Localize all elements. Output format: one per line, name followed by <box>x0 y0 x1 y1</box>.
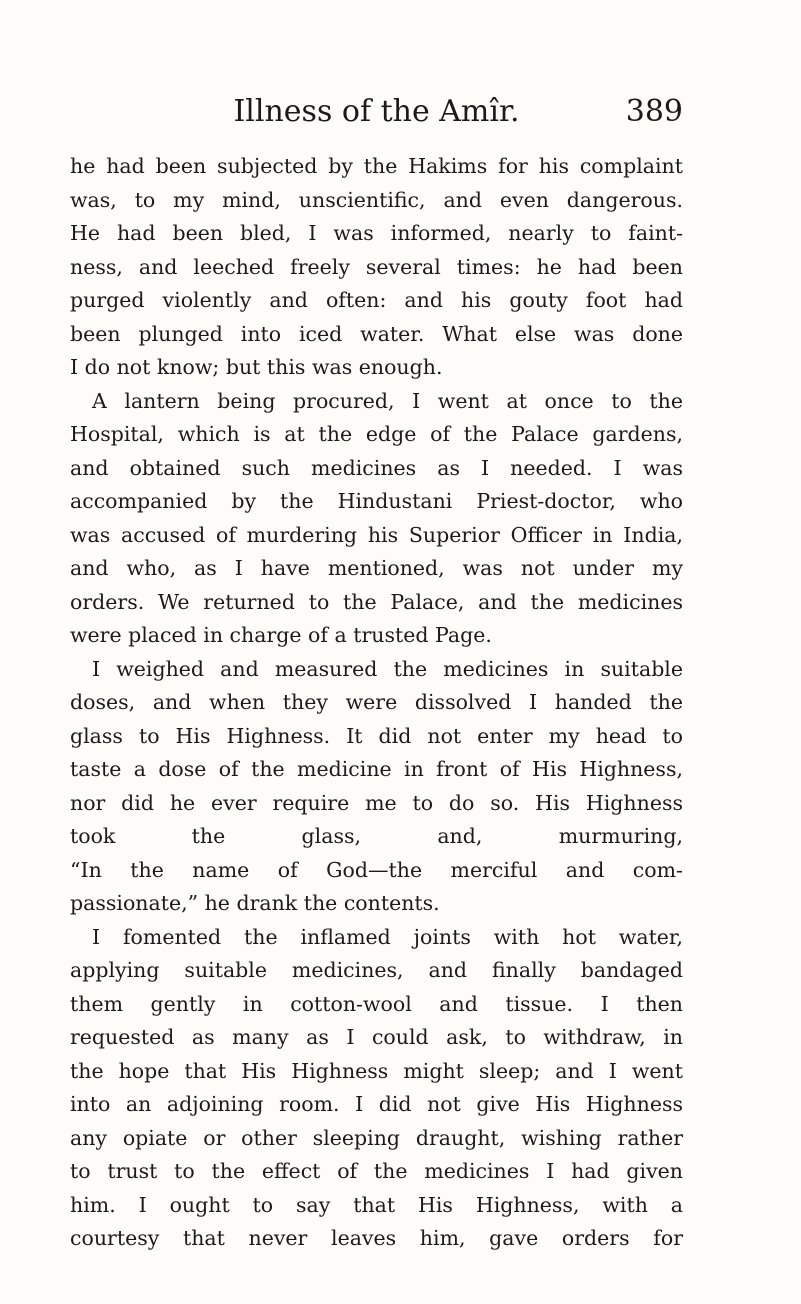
text-line: passionate,” he drank the contents. <box>70 891 440 915</box>
text-line: doses, and when they were dissolved I handed the <box>70 690 683 714</box>
text-line: applying suitable medicines, and finally bandaged <box>70 958 683 982</box>
text-line: him. I ought to say that His Highness, with a <box>70 1192 683 1217</box>
text-line: took the glass, and, murmuring, <box>70 824 683 848</box>
running-head <box>70 92 683 142</box>
text-line: were placed in charge of a trusted Page. <box>70 623 492 647</box>
text-line: He had been bled, I was informed, nearly to faint- <box>70 221 683 245</box>
text-line: “In the name of God—the merciful and com- <box>70 857 683 882</box>
paragraph <box>70 921 683 1256</box>
running-title: Illness of the Amîr. <box>233 94 520 129</box>
text-line: taste a dose of the medicine in front of His Highness, <box>70 757 683 781</box>
text-line: accompanied by the Hindustani Priest-doctor, who <box>70 489 683 513</box>
text-line: ness, and leeched freely several times: he had been <box>70 254 683 279</box>
text-line: requested as many as I could ask, to withdraw, in <box>70 1025 683 1049</box>
paragraph <box>70 150 683 385</box>
text-line: any opiate or other sleeping draught, wishing rather <box>70 1125 683 1150</box>
text-line: been plunged into iced water. What else was done <box>70 321 683 346</box>
text-line: the hope that His Highness might sleep; and I went <box>70 1058 683 1083</box>
text-line: I do not know; but this was enough. <box>70 355 443 379</box>
text-line: was accused of murdering his Superior Officer in India, <box>70 522 683 547</box>
text-line: I fomented the inflamed joints with hot water, <box>92 924 683 949</box>
paragraph <box>70 653 683 921</box>
text-line: he had been subjected by the Hakims for his complaint <box>70 154 683 178</box>
text-line: to trust to the effect of the medicines I had given <box>70 1159 683 1183</box>
text-line: into an adjoining room. I did not give His Highness <box>70 1092 683 1116</box>
page-number: 389 <box>625 94 683 129</box>
text-line: and who, as I have mentioned, was not under my <box>70 556 683 580</box>
text-line: was, to my mind, unscientific, and even dangerous. <box>70 187 683 212</box>
text-line: them gently in cotton-wool and tissue. I then <box>70 991 683 1016</box>
text-line: courtesy that never leaves him, gave orders for <box>70 1226 683 1250</box>
text-line: Hospital, which is at the edge of the Palace gardens, <box>70 422 683 446</box>
text-line: purged violently and often: and his gouty foot had <box>70 288 683 312</box>
text-line: orders. We returned to the Palace, and the medicines <box>70 589 683 614</box>
text-line: A lantern being procured, I went at once to the <box>92 388 683 413</box>
body-text <box>70 150 683 1256</box>
text-line: I weighed and measured the medicines in suitable <box>92 656 683 681</box>
text-line: and obtained such medicines as I needed. I was <box>70 455 683 480</box>
text-line: nor did he ever require me to do so. His Highness <box>70 790 683 815</box>
paragraph <box>70 385 683 653</box>
text-line: glass to His Highness. It did not enter my head to <box>70 723 683 748</box>
